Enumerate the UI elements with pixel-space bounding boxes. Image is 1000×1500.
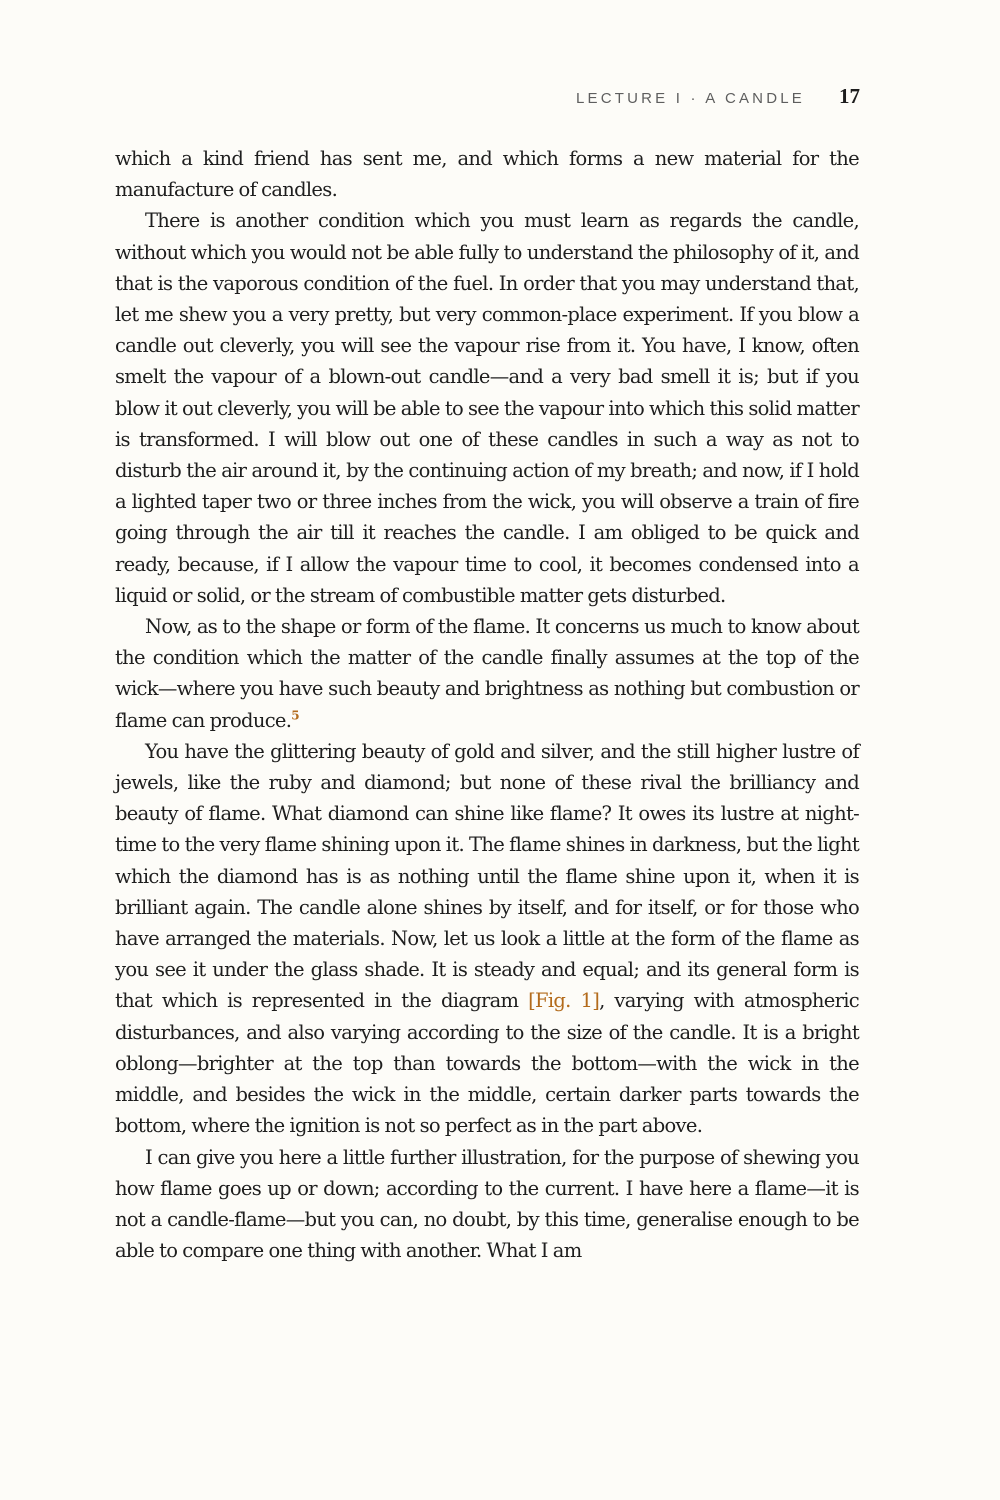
paragraph-2: There is another condition which you must learn as regards the candle, without which you would not be able fully to understand the philosophy of it, and that is the vaporous condition of the fuel. In order that you may understand that, let me shew you a very pretty, but very common-place experiment. If you blow a candle out cleverly, you will see the vapour rise from it. You have, I know, often smelt the vapour of a blown-out candle—and a very bad smell it is; but if you blow it out cleverly, you will be able to see the vapour into which this solid matter is transformed. I will blow out one of these candles in such a way as not to disturb the air around it, by the continuing action of my breath; and now, if I hold a lighted taper two or three inches from the wick, you will observe a train of fire going through the air till it reaches the candle. I am obliged to be quick and ready, because, if I allow the vapour time to cool, it becomes condensed into a liquid or solid, or the stream of combustible matter gets disturbed. xyxy=(115,209,859,607)
paragraph-4-text-before: You have the glittering beauty of gold and silver, and the still higher lustre of jewels, like the ruby and diamond; but none of these rival the brilliancy and beauty of flame. What diamond can shine like flame? It owes its lustre at night-time to the very flame shining upon it. The flame shines in darkness, but the light which the diamond has is as nothing until the flame shine upon it, when it is brilliant again. The candle alone shines by itself, and for itself, or for those who have arranged the materials. Now, let us look a little at the form of the flame as you see it under the glass shade. It is steady and equal; and its general form is that which is represented in the diagram xyxy=(115,739,859,1013)
body-text xyxy=(115,143,859,1266)
running-head xyxy=(576,84,860,109)
paragraph-4 xyxy=(115,736,859,1142)
paragraph-1: which a kind friend has sent me, and which forms a new material for the manufacture of candles. xyxy=(115,147,859,202)
page-number: 17 xyxy=(839,84,860,108)
paragraph-3 xyxy=(115,611,859,736)
running-title: LECTURE I · A CANDLE xyxy=(575,90,805,107)
footnote-reference-5[interactable]: 5 xyxy=(291,708,300,723)
paragraph-4-text-after: , varying with atmospheric disturbances, and also varying according to the size of the candle. It is a bright oblong—brighter at the top than towards the bottom—with the wick in the middle, and besides the wick in the middle, certain darker parts towards the bottom, where the ignition is not so perfect as in the part above. xyxy=(115,989,859,1138)
figure-1-link[interactable]: [Fig. 1] xyxy=(528,989,600,1013)
paragraph-3-text: Now, as to the shape or form of the flame. It concerns us much to know about the condition which the matter of the candle finally assumes at the top of the wick—where you have such beauty and brightness as nothing but combustion or flame can produce. xyxy=(115,615,859,732)
paragraph-5: I can give you here a little further illustration, for the purpose of shewing you how flame goes up or down; according to the current. I have here a flame—it is not a candle-flame—but you can, no doubt, by this time, generalise enough to be able to compare one thing with another. What I am xyxy=(115,1145,859,1263)
